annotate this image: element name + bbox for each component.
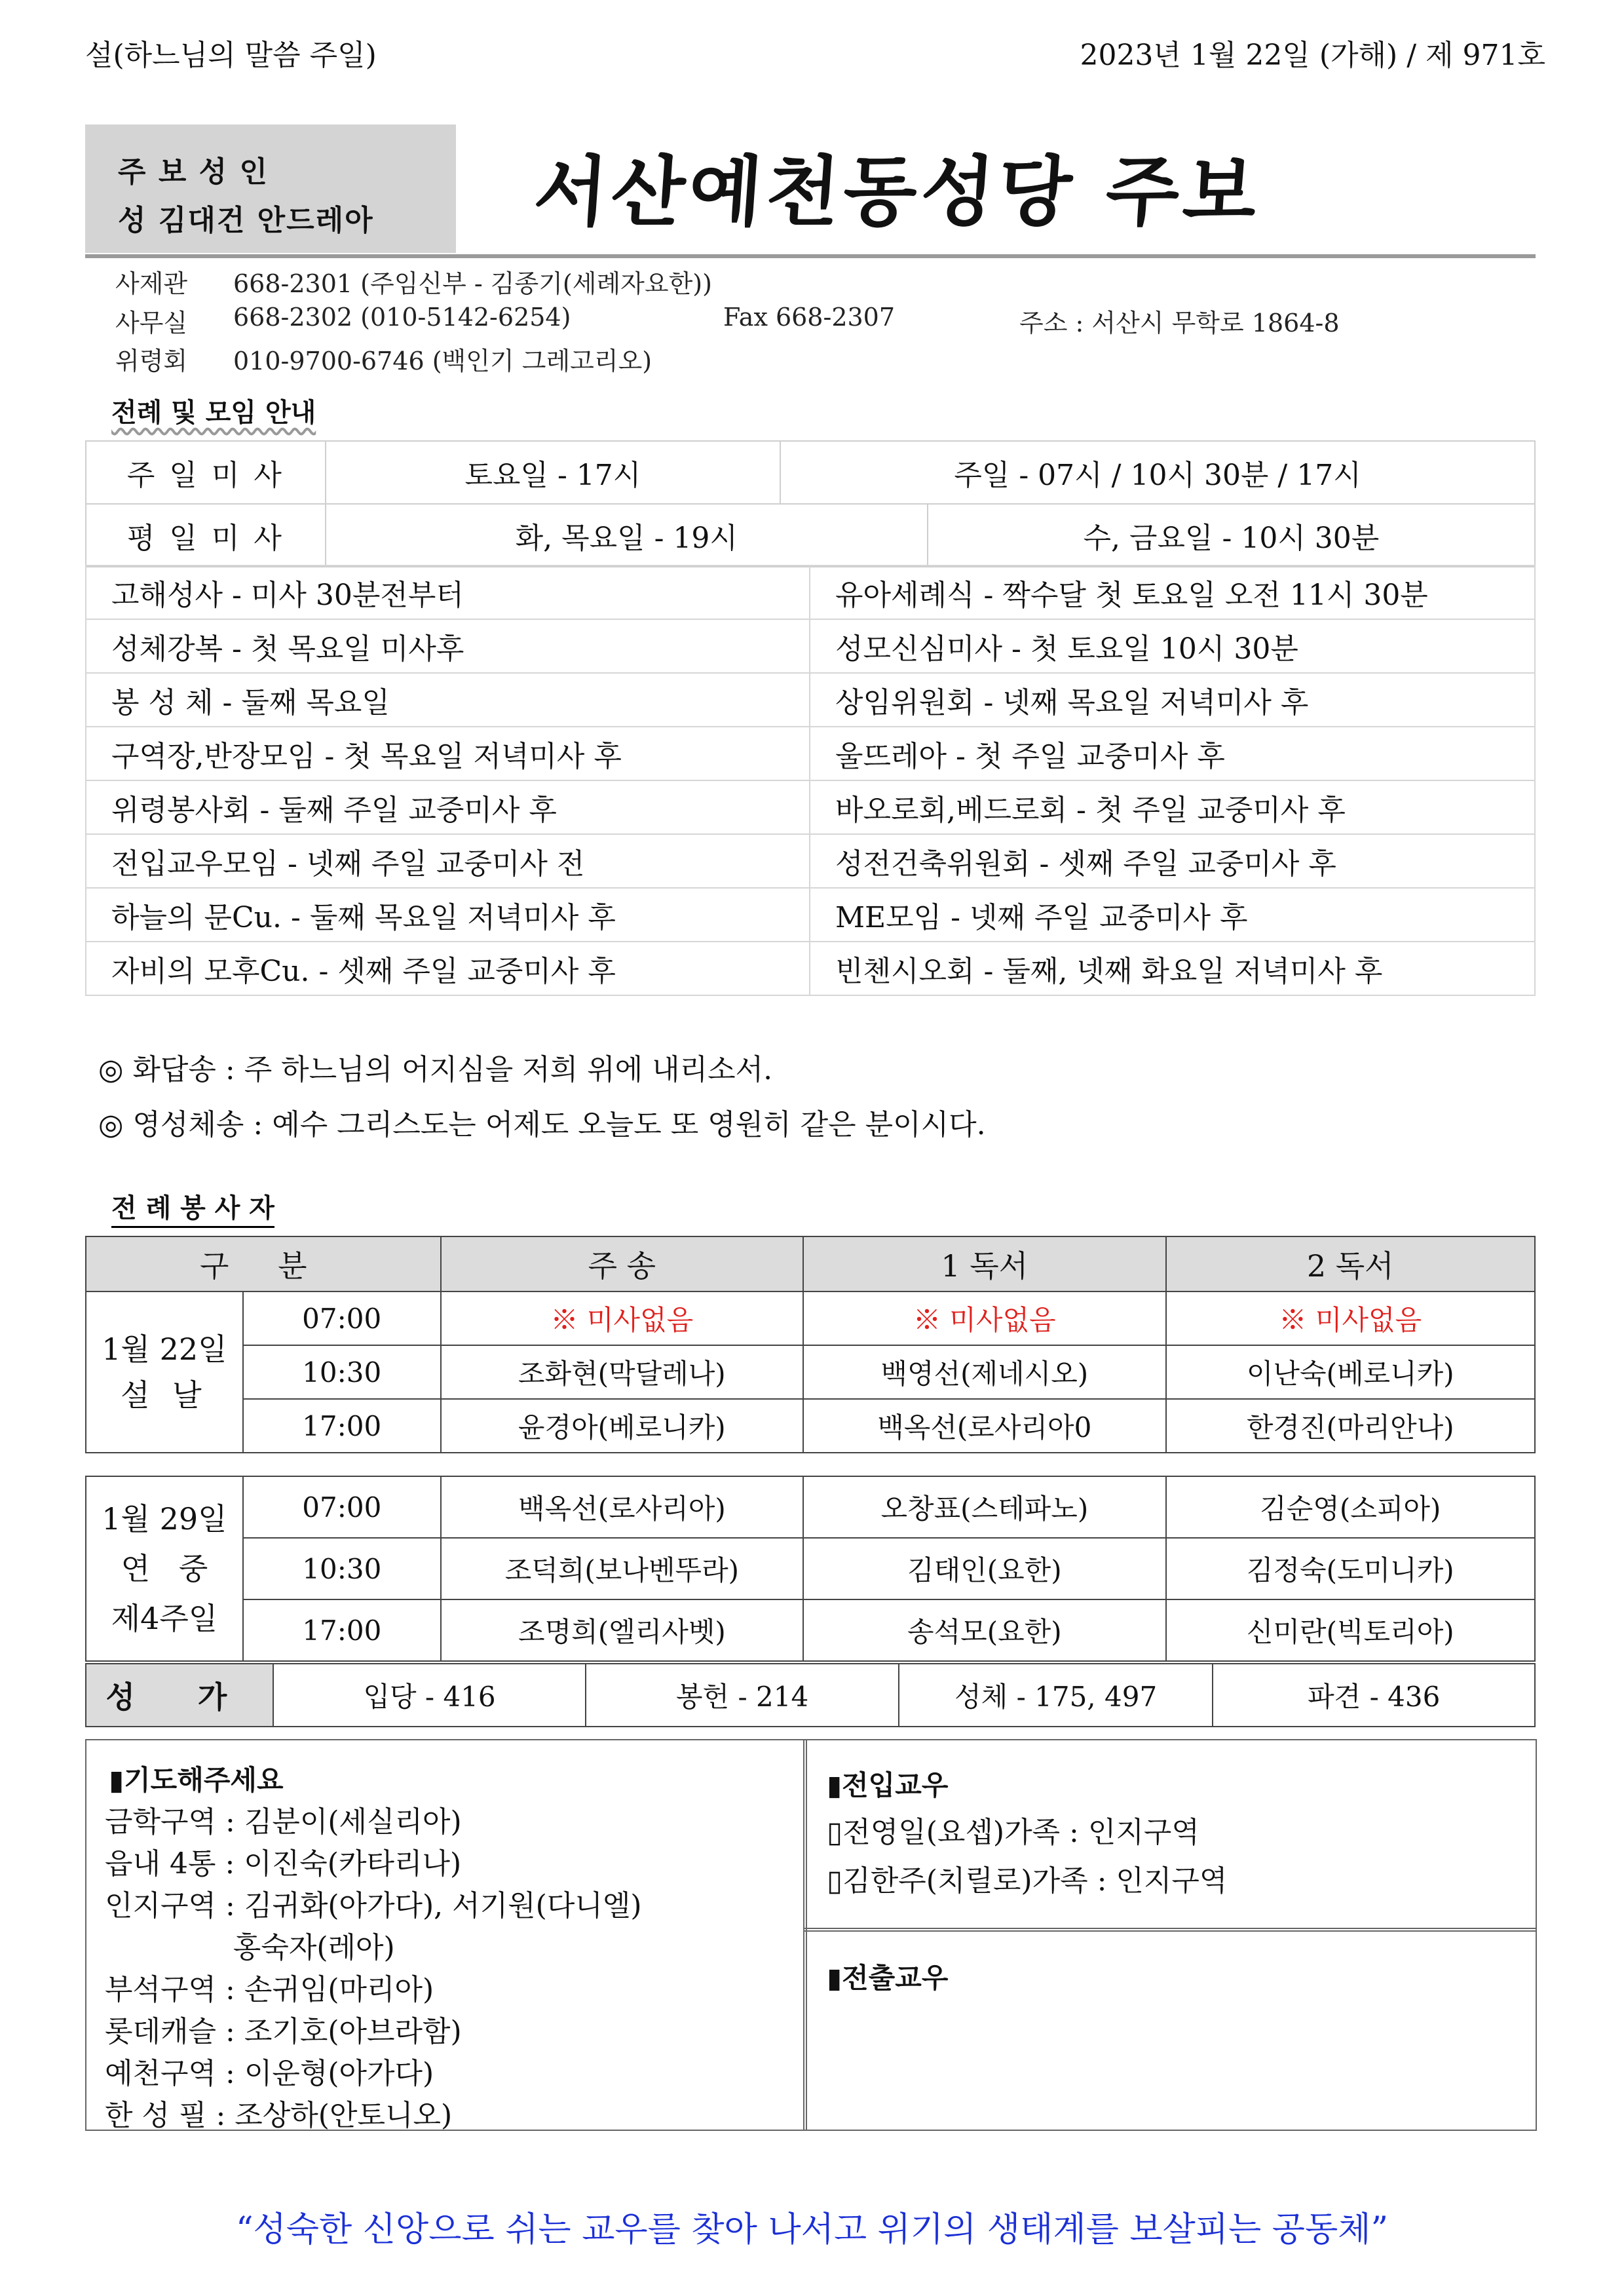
mass-times-table <box>85 440 1536 567</box>
event-row <box>86 942 1535 995</box>
servers-table-week2 <box>85 1476 1536 1662</box>
feast-name: 설(하느님의 말씀 주일) <box>85 39 377 72</box>
server-cell: 신미란(빅토리아) <box>1166 1599 1535 1661</box>
hymn-offertory: 봉헌 - 214 <box>586 1664 899 1727</box>
incoming-list <box>827 1808 1227 1905</box>
committee-label: 위령회 <box>115 347 188 375</box>
mass-time: 17:00 <box>243 1399 441 1453</box>
servers-table-week1 <box>85 1236 1536 1453</box>
week2-date <box>86 1476 243 1661</box>
server-cell: 김태인(요한) <box>803 1538 1165 1599</box>
prayer-item: 인지구역 : 김귀화(아가다), 서기원(다니엘) <box>105 1889 642 1923</box>
event-row <box>86 673 1535 727</box>
liturgy-heading-text: 전례 및 모임 안내 <box>111 398 316 428</box>
fax-number: Fax 668-2307 <box>723 303 896 332</box>
parish-motto: “성숙한 신앙으로 쉬는 교우를 찾아 나서고 위기의 생태계를 보살피는 공동체” <box>235 2210 1389 2249</box>
patron-saint-box <box>85 124 456 253</box>
committee-value: 010-9700-6746 (백인기 그레고리오) <box>233 347 652 375</box>
prayer-item: 읍내 4통 : 이진숙(카타리나) <box>105 1847 462 1881</box>
week1-date-line1: 1월 22일 <box>102 1331 227 1367</box>
server-cell: 송석모(요한) <box>803 1599 1165 1661</box>
rectory-label: 사제관 <box>115 269 188 298</box>
server-cell: 조화현(막달레나) <box>441 1345 803 1399</box>
prayer-item: 예천구역 : 이운형(아가다) <box>105 2057 434 2090</box>
event-row <box>86 565 1535 619</box>
event-row <box>86 780 1535 834</box>
event-item: 바오로회,베드로회 - 첫 주일 교중미사 후 <box>810 780 1535 834</box>
server-cell: 오창표(스테파노) <box>803 1476 1165 1538</box>
sunday-mass-saturday: 토요일 - 17시 <box>326 441 780 504</box>
event-item: 구역장,반장모임 - 첫 목요일 저녁미사 후 <box>86 727 810 780</box>
liturgy-heading <box>111 392 316 430</box>
server-cell: 김정숙(도미니카) <box>1166 1538 1535 1599</box>
outgoing-box <box>803 1928 1537 2131</box>
hymn-entrance: 입당 - 416 <box>273 1664 586 1727</box>
server-cell: 이난숙(베로니카) <box>1166 1345 1536 1399</box>
servers-heading: 전 례 봉 사 자 <box>111 1187 274 1228</box>
weekday-mass-label: 평 일 미 사 <box>86 504 326 567</box>
event-item: 하늘의 문Cu. - 둘째 목요일 저녁미사 후 <box>86 888 810 942</box>
event-item: 상임위원회 - 넷째 목요일 저녁미사 후 <box>810 673 1535 727</box>
incoming-heading: ▮전입교우 <box>827 1769 949 1801</box>
events-table <box>85 565 1536 996</box>
col-header-reading1: 1 독서 <box>803 1236 1165 1292</box>
col-header-category: 구 분 <box>86 1236 441 1292</box>
event-item: 유아세례식 - 짝수달 첫 토요일 오전 11시 30분 <box>810 565 1535 619</box>
communion-antiphon: ◎ 영성체송 : 예수 그리스도는 어제도 오늘도 또 영원히 같은 분이시다. <box>98 1108 986 1141</box>
event-item: 성체강복 - 첫 목요일 미사후 <box>86 619 810 673</box>
incoming-item: ▯전영일(요셉)가족 : 인지구역 <box>827 1816 1199 1849</box>
server-cell: 한경진(마리안나) <box>1166 1399 1536 1453</box>
weekday-mass-wed-fri: 수, 금요일 - 10시 30분 <box>928 504 1535 567</box>
event-item: 울뜨레아 - 첫 주일 교중미사 후 <box>810 727 1535 780</box>
office-label: 사무실 <box>115 309 188 337</box>
outgoing-heading: ▮전출교우 <box>827 1962 949 1994</box>
server-cell: 백영선(제네시오) <box>803 1345 1165 1399</box>
hymns-table <box>85 1663 1536 1727</box>
week2-date-line3: 제4주일 <box>111 1601 218 1636</box>
event-item: 자비의 모후Cu. - 셋째 주일 교중미사 후 <box>86 942 810 995</box>
hymn-dismissal: 파견 - 436 <box>1213 1664 1535 1727</box>
prayer-box <box>85 1739 807 2131</box>
event-row <box>86 727 1535 780</box>
issue-date: 2023년 1월 22일 (가해) / 제 971호 <box>1080 39 1545 72</box>
week2-date-line1: 1월 29일 <box>102 1501 227 1537</box>
server-cell: 조덕희(보나벤뚜라) <box>441 1538 803 1599</box>
bulletin-title: 서산예천동성당 주보 <box>531 148 1264 237</box>
incoming-item: ▯김한주(치릴로)가족 : 인지구역 <box>827 1864 1228 1898</box>
mass-time: 10:30 <box>243 1345 441 1399</box>
prayer-item: 금학구역 : 김분이(세실리아) <box>105 1805 462 1839</box>
server-cell: ※ 미사없음 <box>441 1292 803 1345</box>
prayer-heading: ▮기도해주세요 <box>109 1764 284 1796</box>
patron-label: 주 보 성 인 <box>118 155 269 189</box>
event-item: ME모임 - 넷째 주일 교중미사 후 <box>810 888 1535 942</box>
rectory-value: 668-2301 (주임신부 - 김종기(세례자요한)) <box>233 269 712 298</box>
mass-time: 17:00 <box>243 1599 441 1661</box>
hymns-label: 성 가 <box>86 1664 273 1727</box>
parish-address: 주소 : 서산시 무학로 1864-8 <box>1019 309 1340 337</box>
server-cell: 조명희(엘리사벳) <box>441 1599 803 1661</box>
server-cell: 백옥선(로사리아0 <box>803 1399 1165 1453</box>
server-cell: 백옥선(로사리아) <box>441 1476 803 1538</box>
event-item: 봉 성 체 - 둘째 목요일 <box>86 673 810 727</box>
event-item: 성모신심미사 - 첫 토요일 10시 30분 <box>810 619 1535 673</box>
event-item: 위령봉사회 - 둘째 주일 교중미사 후 <box>86 780 810 834</box>
sunday-mass-sunday: 주일 - 07시 / 10시 30분 / 17시 <box>780 441 1535 504</box>
event-item: 성전건축위원회 - 셋째 주일 교중미사 후 <box>810 834 1535 888</box>
event-row <box>86 619 1535 673</box>
mass-time: 10:30 <box>243 1538 441 1599</box>
event-row <box>86 888 1535 942</box>
event-item: 빈첸시오회 - 둘째, 넷째 화요일 저녁미사 후 <box>810 942 1535 995</box>
incoming-box <box>803 1739 1537 1932</box>
server-cell: ※ 미사없음 <box>1166 1292 1536 1345</box>
psalm-response: ◎ 화답송 : 주 하느님의 어지심을 저희 위에 내리소서. <box>98 1053 773 1086</box>
col-header-reading2: 2 독서 <box>1166 1236 1536 1292</box>
server-cell: 윤경아(베로니카) <box>441 1399 803 1453</box>
col-header-leader: 주 송 <box>441 1236 803 1292</box>
mass-time: 07:00 <box>243 1292 441 1345</box>
event-row <box>86 834 1535 888</box>
prayer-item: 홍숙자(레아) <box>105 1931 395 1964</box>
week1-date-line2: 설 날 <box>121 1377 208 1413</box>
week1-date <box>86 1292 243 1453</box>
weekday-mass-tue-thu: 화, 목요일 - 19시 <box>326 504 928 567</box>
week2-date-line2: 연 중 <box>121 1551 208 1586</box>
hymn-communion: 성체 - 175, 497 <box>899 1664 1213 1727</box>
prayer-item: 부석구역 : 손귀임(마리아) <box>105 1973 434 2006</box>
event-item: 전입교우모임 - 넷째 주일 교중미사 전 <box>86 834 810 888</box>
prayer-item: 롯데캐슬 : 조기호(아브라함) <box>105 2015 462 2048</box>
prayer-list <box>105 1798 799 2133</box>
header-divider <box>85 254 1536 258</box>
sunday-mass-label: 주 일 미 사 <box>86 441 326 504</box>
prayer-item: 한 성 필 : 조상하(안토니오) <box>105 2099 453 2132</box>
server-cell: 김순영(소피아) <box>1166 1476 1535 1538</box>
patron-name: 성 김대건 안드레아 <box>118 204 374 237</box>
office-value: 668-2302 (010-5142-6254) <box>233 303 571 332</box>
mass-time: 07:00 <box>243 1476 441 1538</box>
event-item: 고해성사 - 미사 30분전부터 <box>86 565 810 619</box>
server-cell: ※ 미사없음 <box>803 1292 1165 1345</box>
